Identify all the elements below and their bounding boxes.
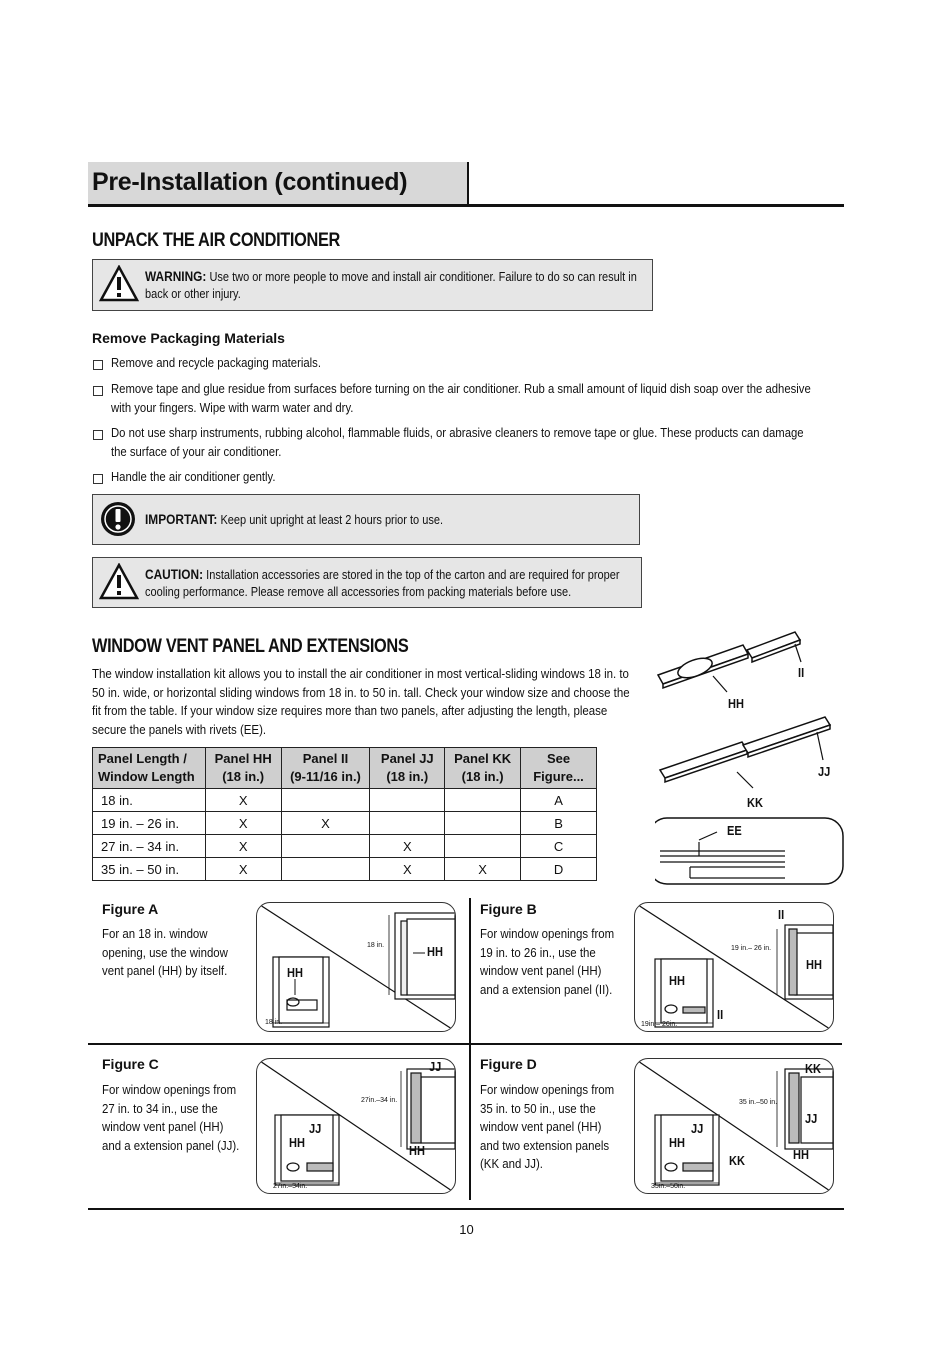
figure-b-label-ii: II bbox=[717, 1007, 724, 1022]
caution-label: CAUTION: bbox=[145, 567, 204, 582]
figure-d-label-kk: KK bbox=[729, 1153, 745, 1168]
figure-b-dim-bottom: 19in.– 26in. bbox=[641, 1021, 678, 1028]
important-box bbox=[92, 494, 640, 545]
label-ii: II bbox=[798, 665, 805, 680]
figure-c-illustration bbox=[256, 1058, 456, 1194]
table-header: Panel Length / Window Length bbox=[93, 748, 206, 789]
table-header: Panel II (9-11/16 in.) bbox=[281, 748, 370, 789]
table-cell bbox=[370, 812, 445, 835]
bullet-item: Remove tape and glue residue from surfaces before turning on the air conditioner. Rub a small amount of liquid dish soap over the adhesive with your fingers. Wipe with warm water and dry. bbox=[111, 381, 811, 415]
figure-b-label-hh: HH bbox=[669, 973, 685, 988]
table-cell bbox=[445, 789, 521, 812]
figure-d-text: For window openings from 35 in. to 50 in., use the window vent panel (HH) and two extension panels (KK and JJ). bbox=[480, 1082, 615, 1171]
caution-text: CAUTION: Installation accessories are stored in the top of the carton and are required for proper cooling performance. Please remove all accessories from packing materials before use. bbox=[145, 567, 620, 599]
figure-a-dim-side: 18 in. bbox=[367, 942, 385, 949]
figure-b-title: Figure B bbox=[480, 901, 537, 917]
warning-text: WARNING: Use two or more people to move and install air conditioner. Failure to do so can result in back or other injury. bbox=[145, 269, 637, 301]
figure-b-label-hh-side: HH bbox=[806, 957, 822, 972]
figure-d-label-jj-side: JJ bbox=[805, 1111, 818, 1126]
figure-a-label-hh: HH bbox=[287, 965, 303, 980]
figure-a-dim-bottom: 18 in. bbox=[265, 1019, 283, 1026]
caution-triangle-icon bbox=[99, 563, 139, 601]
label-ee: EE bbox=[727, 823, 742, 838]
figure-divider-horizontal bbox=[88, 1043, 842, 1045]
table-header: Panel KK (18 in.) bbox=[445, 748, 521, 789]
section-heading-unpack: UNPACK THE AIR CONDITIONER bbox=[92, 230, 340, 251]
figure-a-title: Figure A bbox=[102, 901, 159, 917]
figure-d-dim-side: 35 in.–50 in. bbox=[739, 1099, 778, 1106]
warning-triangle-icon bbox=[99, 265, 139, 303]
bullet-item: Do not use sharp instruments, rubbing alcohol, flammable fluids, or abrasive cleaners to remove tape or glue. These products can damage the surface of your air conditioner. bbox=[111, 425, 804, 459]
remove-packaging-heading: Remove Packaging Materials bbox=[92, 330, 285, 346]
footer-rule bbox=[88, 1208, 844, 1210]
figure-b-text: For window openings from 19 in. to 26 in., use the window vent panel (HH) and a extension panel (II). bbox=[480, 926, 615, 997]
table-header-row bbox=[93, 748, 597, 789]
figure-c-label-hh-side: HH bbox=[409, 1143, 425, 1158]
figure-a-label-hh-side: HH bbox=[427, 944, 443, 959]
table-cell: 19 in. – 26 in. bbox=[93, 812, 206, 835]
panel-hh-drawing bbox=[658, 645, 748, 688]
figure-d-illustration bbox=[634, 1058, 834, 1194]
figure-a-text: For an 18 in. window opening, use the window vent panel (HH) by itself. bbox=[102, 926, 228, 978]
figure-a-illustration bbox=[256, 902, 456, 1032]
table-cell bbox=[445, 835, 521, 858]
figure-d-label-kk-top: KK bbox=[805, 1061, 821, 1076]
figure-divider-vertical bbox=[469, 898, 471, 1200]
table-cell: X bbox=[205, 858, 281, 881]
figure-c-label-hh: HH bbox=[289, 1135, 305, 1150]
panel-illustrations bbox=[655, 620, 845, 890]
vent-paragraph: The window installation kit allows you to install the air conditioner in most vertical-sliding windows 18 in. to 50 in. wide, or horizontal sliding windows from 18 in. to 50 in. tall. Check your window size and choose the fit from the table. If your window size requires more than two panels, after adjusting the length, please secure the panels with rivets (EE). bbox=[92, 666, 630, 737]
warning-label: WARNING: bbox=[145, 269, 207, 284]
table-cell bbox=[281, 835, 370, 858]
figure-d-label-hh-side: HH bbox=[793, 1147, 809, 1162]
table-cell: 18 in. bbox=[93, 789, 206, 812]
table-cell: A bbox=[521, 789, 597, 812]
important-text: IMPORTANT: Keep unit upright at least 2 hours prior to use. bbox=[145, 512, 444, 527]
table-header: See Figure... bbox=[521, 748, 597, 789]
table-cell: X bbox=[370, 858, 445, 881]
checkbox-icon bbox=[93, 360, 103, 370]
table-cell: D bbox=[521, 858, 597, 881]
figure-b-label-ii-top: II bbox=[778, 907, 785, 922]
table-row bbox=[93, 789, 597, 812]
figure-c-label-jj: JJ bbox=[309, 1121, 322, 1136]
label-jj: JJ bbox=[818, 764, 831, 779]
table-header: Panel JJ (18 in.) bbox=[370, 748, 445, 789]
table-cell bbox=[281, 858, 370, 881]
figure-d-title: Figure D bbox=[480, 1056, 537, 1072]
table-cell: 27 in. – 34 in. bbox=[93, 835, 206, 858]
table-cell bbox=[445, 812, 521, 835]
figure-c-text: For window openings from 27 in. to 34 in., use the window vent panel (HH) and a extension panel (JJ). bbox=[102, 1082, 240, 1153]
table-row bbox=[93, 858, 597, 881]
table-header: Panel HH (18 in.) bbox=[205, 748, 281, 789]
bullet-item: Handle the air conditioner gently. bbox=[111, 469, 276, 484]
caution-box bbox=[92, 557, 642, 608]
checkbox-icon bbox=[93, 386, 103, 396]
figure-c-title: Figure C bbox=[102, 1056, 159, 1072]
figure-c-label-jj-top: JJ bbox=[429, 1059, 442, 1074]
figure-b-dim-side: 19 in.– 26 in. bbox=[731, 945, 772, 952]
figure-c-dim-bottom: 27in.–34in. bbox=[273, 1183, 308, 1190]
figure-d-label-hh: HH bbox=[669, 1135, 685, 1150]
checkbox-icon bbox=[93, 430, 103, 440]
bullet-item: Remove and recycle packaging materials. bbox=[111, 355, 321, 370]
figure-d-label-jj: JJ bbox=[691, 1121, 704, 1136]
label-kk: KK bbox=[747, 795, 763, 810]
table-cell: B bbox=[521, 812, 597, 835]
table-cell: X bbox=[445, 858, 521, 881]
table-row bbox=[93, 812, 597, 835]
important-label: IMPORTANT: bbox=[145, 512, 218, 527]
table-cell: 35 in. – 50 in. bbox=[93, 858, 206, 881]
table-cell bbox=[281, 789, 370, 812]
panel-jj-drawing bbox=[743, 717, 830, 757]
checkbox-icon bbox=[93, 474, 103, 484]
table-cell: X bbox=[205, 812, 281, 835]
exclamation-circle-icon bbox=[99, 500, 137, 538]
label-hh: HH bbox=[728, 696, 744, 711]
table-cell: X bbox=[205, 789, 281, 812]
table-cell: C bbox=[521, 835, 597, 858]
panel-kk-drawing bbox=[660, 742, 747, 782]
table-cell: X bbox=[370, 835, 445, 858]
figure-c-dim-side: 27in.–34 in. bbox=[361, 1097, 398, 1104]
table-cell bbox=[370, 789, 445, 812]
page-title: Pre-Installation (continued) bbox=[92, 168, 408, 196]
panel-size-table bbox=[92, 747, 597, 881]
panel-ii-drawing bbox=[747, 632, 800, 662]
section-heading-vent: WINDOW VENT PANEL AND EXTENSIONS bbox=[92, 636, 409, 657]
table-cell: X bbox=[205, 835, 281, 858]
table-cell: X bbox=[281, 812, 370, 835]
figure-d-dim-bottom: 35in.–50in. bbox=[651, 1183, 686, 1190]
table-row bbox=[93, 835, 597, 858]
figure-b-illustration bbox=[634, 902, 834, 1032]
page-number: 10 bbox=[459, 1222, 474, 1237]
header-rule bbox=[88, 204, 844, 207]
warning-box bbox=[92, 259, 653, 311]
